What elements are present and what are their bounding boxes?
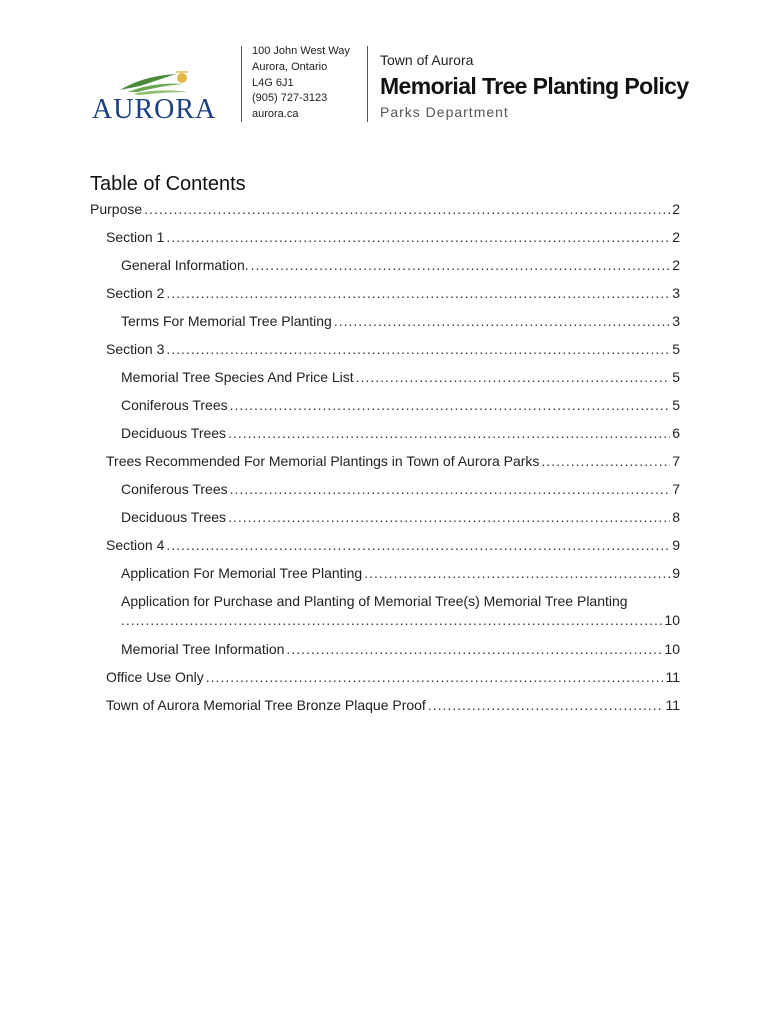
divider-right [367, 46, 368, 122]
logo-wordmark: AURORA [92, 94, 217, 125]
toc-entry-application-purchase[interactable]: Application for Purchase and Planting of Memorial Tree(s) Memorial Tree Planting ..... 10 [121, 593, 680, 628]
department-name: Parks Department [380, 104, 509, 120]
toc-entry-terms[interactable]: Terms For Memorial Tree Planting ..... 3 [121, 313, 680, 333]
document-title: Memorial Tree Planting Policy [380, 73, 689, 99]
toc-entry-office-use-only[interactable]: Office Use Only ..... 11 [106, 669, 680, 689]
address-line: Aurora, Ontario [252, 60, 328, 73]
aurora-logo [88, 68, 223, 128]
address-line: 100 John West Way [252, 45, 350, 57]
toc-entry-section-3[interactable]: Section 3 ..... 5 [106, 341, 680, 361]
toc-entry-deciduous-trees-recommended[interactable]: Deciduous Trees ..... 8 [121, 509, 680, 529]
letterhead [0, 0, 770, 140]
toc-entry-general-information[interactable]: General Information. ..... 2 [121, 257, 680, 277]
phone-number: (905) 727-3123 [252, 92, 328, 105]
toc-entry-deciduous-trees[interactable]: Deciduous Trees ..... 6 [121, 425, 680, 445]
organization-name: Town of Aurora [380, 52, 474, 68]
toc-entry-purpose[interactable]: Purpose ..... 2 [90, 201, 680, 221]
website-link[interactable]: aurora.ca [252, 108, 299, 121]
toc-entry-application[interactable]: Application For Memorial Tree Planting ..... 9 [121, 565, 680, 585]
toc-entry-section-4[interactable]: Section 4 ..... 9 [106, 537, 680, 557]
toc-entry-trees-recommended[interactable]: Trees Recommended For Memorial Plantings in Town of Aurora Parks ..... 7 [106, 453, 680, 473]
address-block [252, 44, 350, 123]
toc-entry-species-price-list[interactable]: Memorial Tree Species And Price List ..... 5 [121, 369, 680, 389]
toc-entry-bronze-plaque-proof[interactable]: Town of Aurora Memorial Tree Bronze Plaque Proof ..... 11 [106, 697, 680, 717]
postal-code: L4G 6J1 [252, 76, 294, 89]
toc-entry-coniferous-trees[interactable]: Coniferous Trees ..... 5 [121, 397, 680, 417]
divider-left [241, 46, 242, 122]
toc-entry-section-1[interactable]: Section 1 ..... 2 [106, 229, 680, 249]
toc-entry-coniferous-trees-recommended[interactable]: Coniferous Trees ..... 7 [121, 481, 680, 501]
toc-entry-memorial-tree-information[interactable]: Memorial Tree Information ..... 10 [121, 641, 680, 661]
toc-entry-section-2[interactable]: Section 2 ..... 3 [106, 285, 680, 305]
toc-heading: Table of Contents [90, 173, 246, 195]
